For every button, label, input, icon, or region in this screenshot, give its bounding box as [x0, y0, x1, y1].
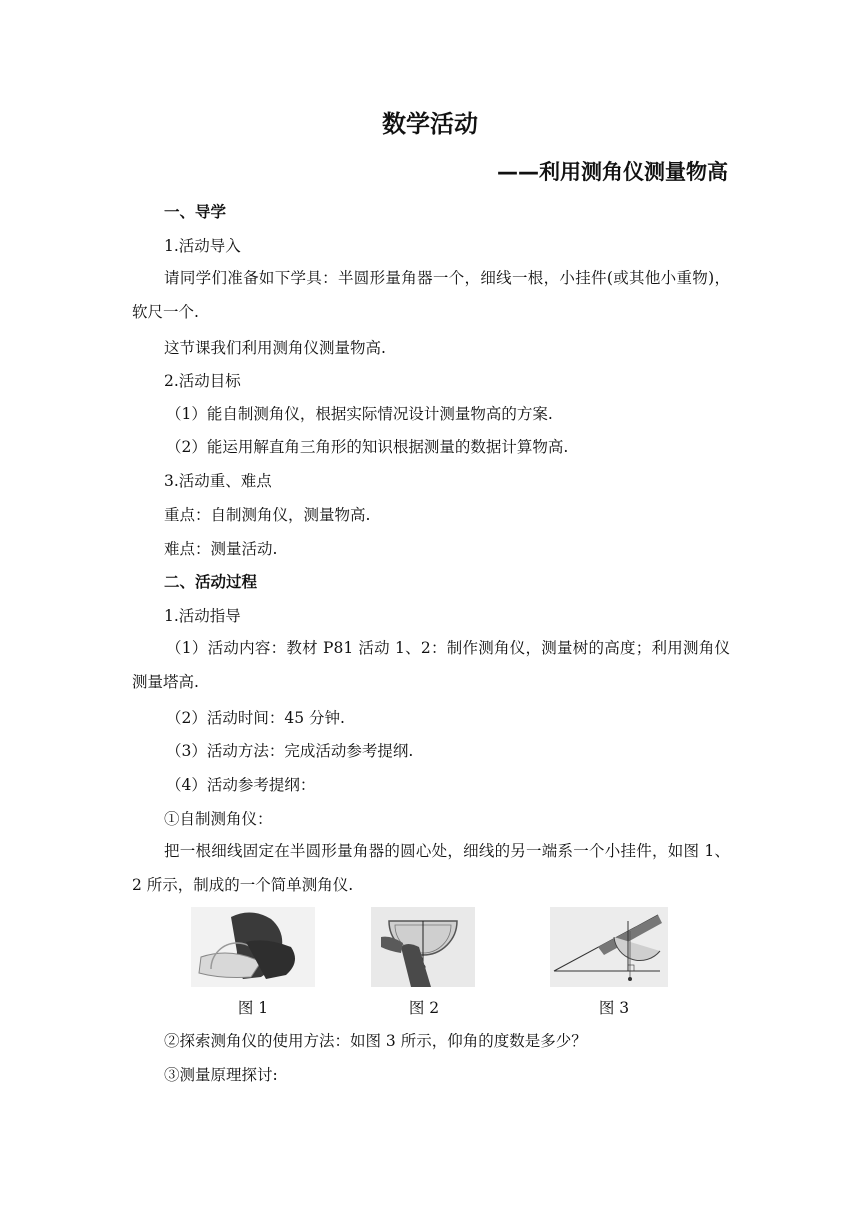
figure-1-image: [191, 907, 315, 987]
subheading-key-points: 3.活动重、难点: [164, 472, 272, 490]
page-title: 数学活动: [382, 110, 478, 138]
section-heading-2: 二、活动过程: [164, 573, 258, 591]
figure-1-caption: 图 1: [237, 999, 269, 1017]
goal-item-1: （1）能自制测角仪，根据实际情况设计测量物高的方案.: [166, 405, 553, 423]
subheading-activity-goals: 2.活动目标: [164, 372, 241, 390]
activity-item-2: （2）活动时间：45 分钟.: [166, 709, 345, 727]
step-1-heading: ①自制测角仪：: [164, 810, 273, 828]
step-2: ②探索测角仪的使用方法：如图 3 所示，仰角的度数是多少？: [164, 1032, 587, 1050]
subheading-activity-intro: 1.活动导入: [164, 237, 241, 255]
activity-item-1: （1）活动内容：教材 P81 活动 1、2：制作测角仪，测量树的高度；利用测角仪测量塔高.: [132, 639, 730, 691]
key-point: 重点：自制测角仪，测量物高.: [164, 506, 371, 524]
goal-item-2: （2）能运用解直角三角形的知识根据测量的数据计算物高.: [166, 438, 569, 456]
step-3: ③测量原理探讨:: [164, 1066, 278, 1084]
figure-3-caption: 图 3: [598, 999, 630, 1017]
activity-item-4: （4）活动参考提纲：: [166, 776, 316, 794]
difficult-point: 难点：测量活动.: [164, 540, 278, 558]
subheading-activity-guide: 1.活动指导: [164, 607, 241, 625]
figure-2-caption: 图 2: [408, 999, 440, 1017]
activity-item-3: （3）活动方法：完成活动参考提纲.: [166, 742, 414, 760]
page-subtitle: ——利用测角仪测量物高: [497, 160, 728, 184]
figure-3-image: [550, 907, 668, 987]
section-heading-1: 一、导学: [164, 203, 227, 221]
paragraph-lesson: 这节课我们利用测角仪测量物高.: [164, 339, 386, 357]
paragraph-materials: 请同学们准备如下学具：半圆形量角器一个，细线一根，小挂件(或其他小重物)，软尺一个.: [132, 269, 730, 321]
figure-2-image: [371, 907, 475, 987]
step-1-paragraph: 把一根细线固定在半圆形量角器的圆心处，细线的另一端系一个小挂件，如图 1、2 所示，制成的一个简单测角仪.: [132, 842, 730, 894]
